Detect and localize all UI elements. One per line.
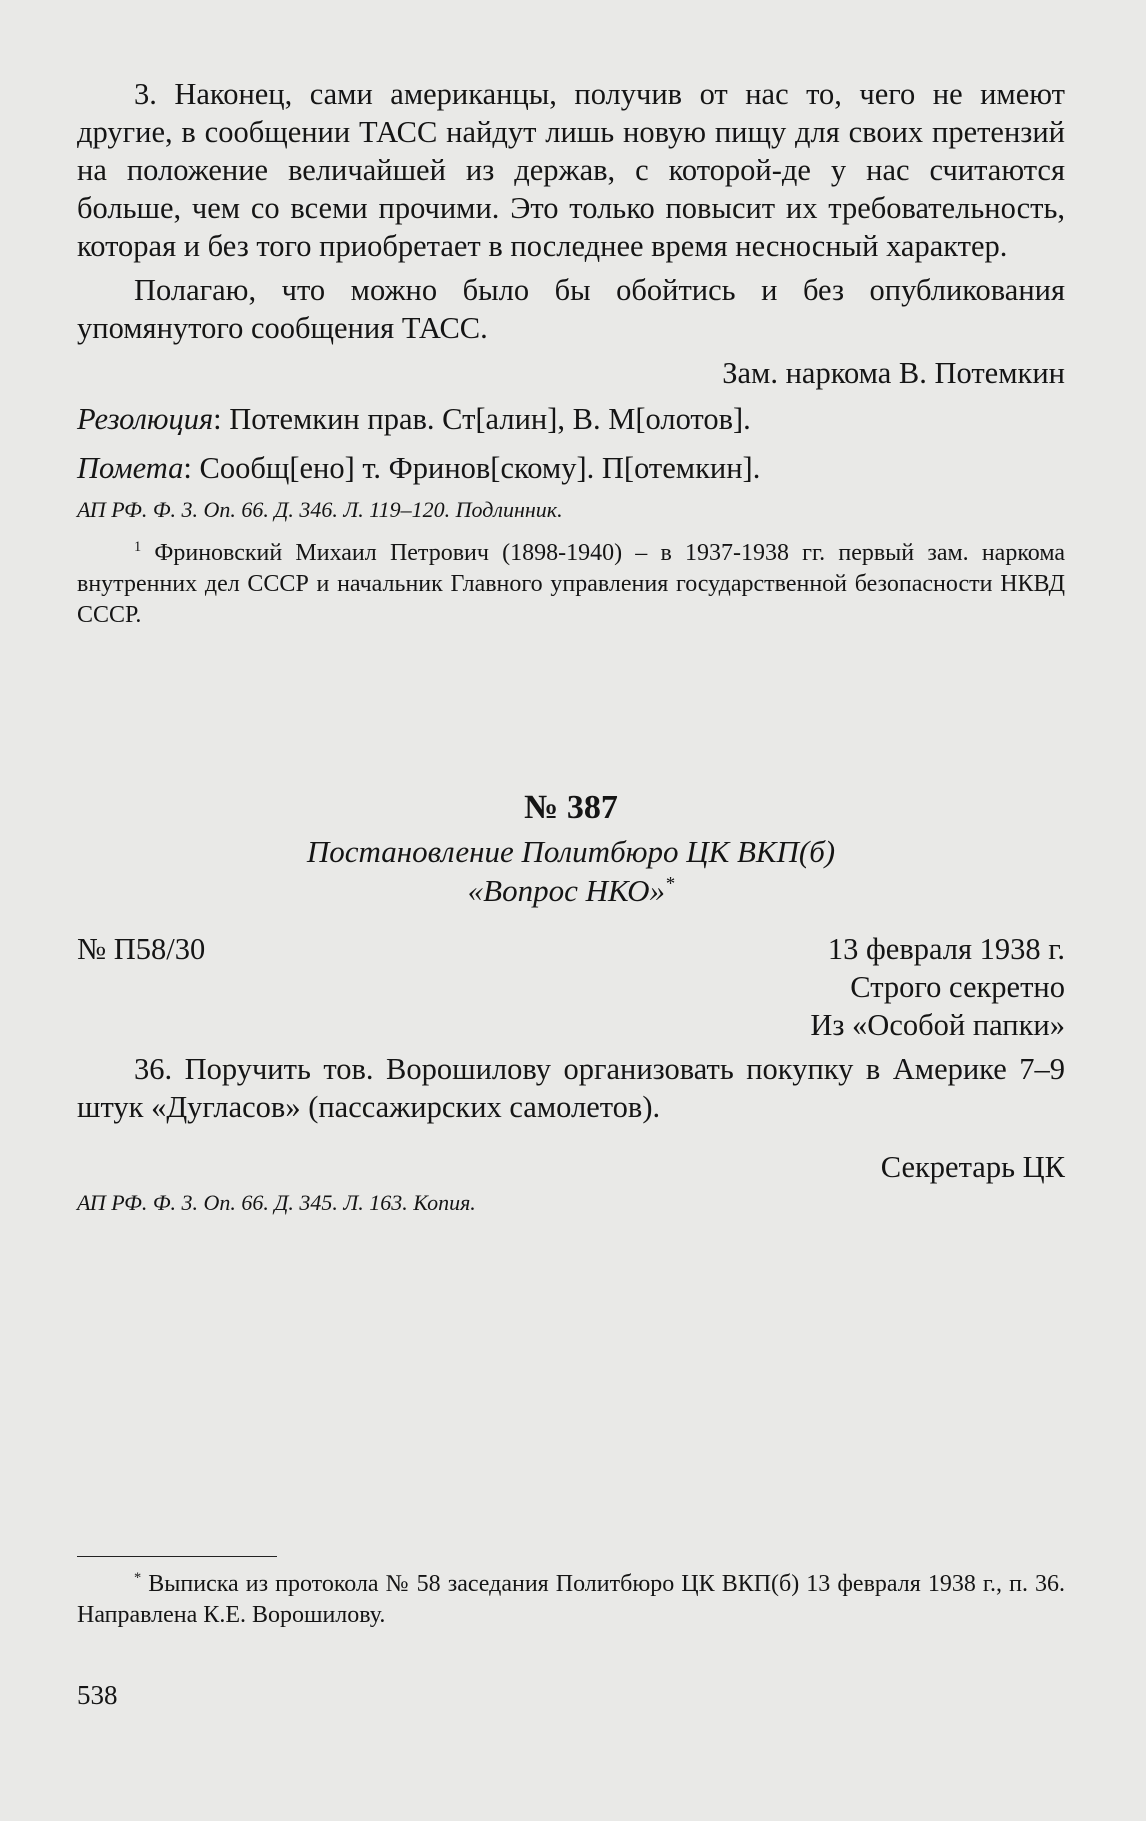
document-title-text: «Вопрос НКО»: [467, 873, 666, 908]
archive-source-1: АП РФ. Ф. 3. Оп. 66. Д. 346. Л. 119–120. Подлинник.: [77, 497, 563, 522]
note-label: Помета: [77, 451, 184, 485]
decision-item-36: 36. Поручить тов. Ворошилову организовать покупку в Америке 7–9 штук «Дугласов» (пассажирских самолетов).: [77, 1052, 1065, 1124]
special-folder: Из «Особой папки»: [810, 1008, 1065, 1042]
paragraph-conclusion: Полагаю, что можно было бы обойтись и без опубликования упомянутого сообщения ТАСС.: [77, 273, 1065, 345]
signature-secretary: Секретарь ЦК: [880, 1150, 1065, 1184]
document-title-line2: [77, 871, 1065, 910]
classification: Строго секретно: [850, 970, 1065, 1004]
footnote-divider: [77, 1556, 277, 1557]
resolution-label: Резолюция: [77, 402, 214, 436]
document-meta: [77, 930, 1065, 968]
page-footnote-block: [77, 1569, 1065, 1631]
document-number: № 387: [524, 789, 618, 826]
document-387: [77, 788, 1065, 1217]
resolution: [77, 400, 1065, 438]
note: [77, 449, 1065, 487]
resolution-text: : Потемкин прав. Ст[алин], В. М[олотов].: [213, 402, 751, 436]
signature-potemkin: Зам. наркома В. Потемкин: [722, 356, 1065, 390]
footnote-mark: 1: [134, 539, 142, 555]
page-footnote-mark: *: [134, 1570, 142, 1586]
document-title-mark: *: [665, 873, 675, 895]
footnote-text: Фриновский Михаил Петрович (1898-1940) – в 1937-1938 гг. первый зам. наркома внутренних дел СССР и начальник Главного управления государственной безопасности НКВД СССР.: [77, 540, 1065, 628]
footnote-1: [77, 538, 1065, 631]
document-date: 13 февраля 1938 г.: [827, 932, 1065, 966]
archive-source-2: АП РФ. Ф. 3. Оп. 66. Д. 345. Л. 163. Копия.: [77, 1190, 476, 1215]
document-title-line1: Постановление Политбюро ЦК ВКП(б): [306, 834, 836, 869]
paragraph-3: 3. Наконец, сами американцы, получив от нас то, чего не имеют другие, в сообщении ТАСС найдут лишь новую пищу для своих претензий на положение величайшей из держав, с которой-де у нас считаются больше, чем со всеми прочими. Это только повысит их требовательность, которая и без того приобретает в последнее время несносный характер.: [77, 77, 1065, 263]
page-footnote-text: Выписка из протокола № 58 заседания Политбюро ЦК ВКП(б) 13 февраля 1938 г., п. 36. Направлена К.Е. Ворошилову.: [77, 1571, 1065, 1628]
page-footnote: [77, 1569, 1065, 1631]
protocol-number: № П58/30: [77, 932, 206, 966]
continuation-block: [77, 75, 1065, 631]
page-number: 538: [77, 1680, 118, 1710]
note-text: : Сообщ[ено] т. Фринов[скому]. П[отемкин].: [183, 451, 761, 485]
